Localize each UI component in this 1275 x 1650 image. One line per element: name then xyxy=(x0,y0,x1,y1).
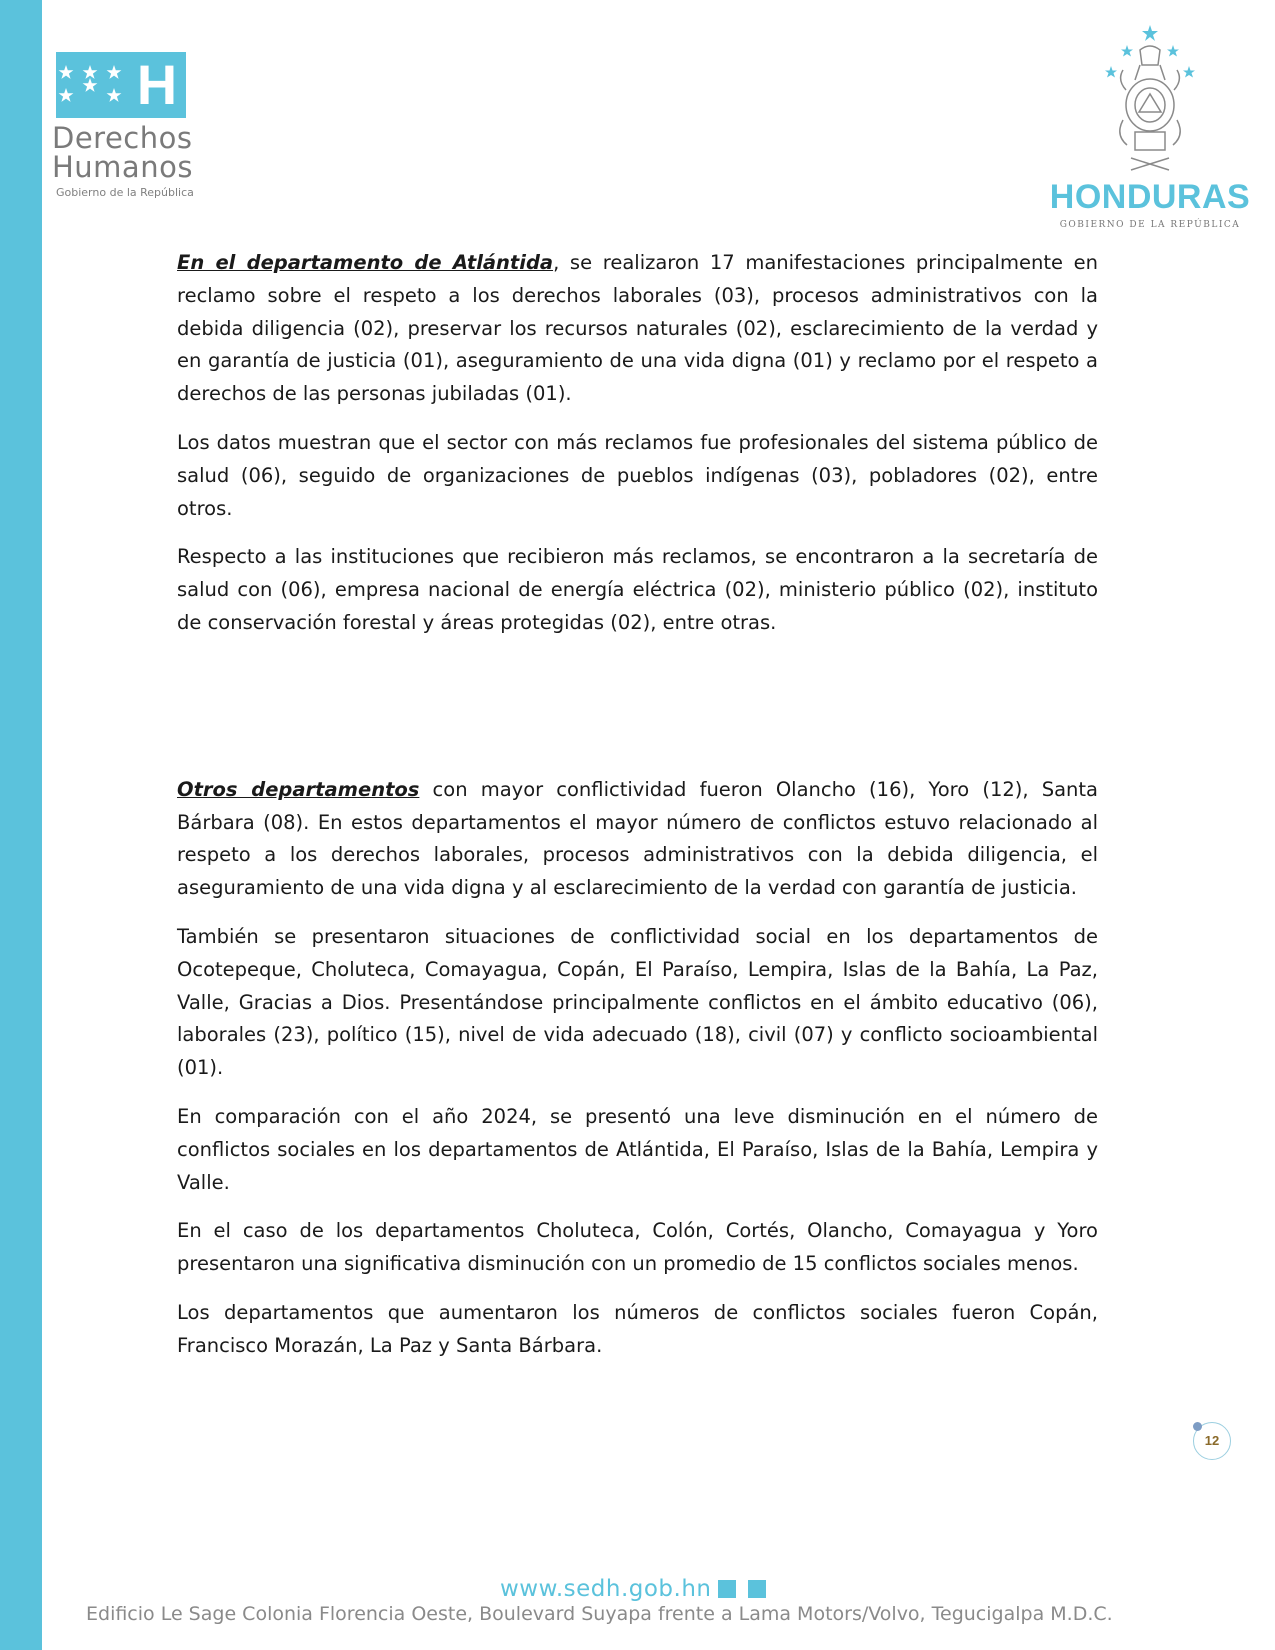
section-spacer xyxy=(177,656,1098,774)
paragraph-disminucion: En el caso de los departamentos Choluteca, Colón, Cortés, Olancho, Comayagua y Yoro presentaron una significativa disminución con un promedio de 15 conflictos sociales menos. xyxy=(177,1219,1098,1276)
document-body xyxy=(177,247,1098,1379)
atlantida-text: , se realizaron 17 manifestaciones principalmente en reclamo sobre el respeto a los derechos laborales (03), procesos administrativos con la debida diligencia (02), preservar los recursos naturales (02), esclarecimiento de la verdad y en garantía de justicia (01), aseguramiento de una vida digna (01) y reclamo por el respeto a derechos de las personas jubiladas (01). xyxy=(177,251,1098,406)
paragraph-otros-departamentos xyxy=(177,774,1098,905)
logo-subtitle: Gobierno de la República xyxy=(56,186,194,199)
paragraph-situaciones: También se presentaron situaciones de conflictividad social en los departamentos de Ocotepeque, Choluteca, Comayagua, Copán, El Paraíso, Lempira, Islas de la Bahía, La Paz, Valle, Gracias a Dios. Presentándose principalmente conflictos en el ámbito educativo (06), laborales (23), político (15), nivel de vida adecuado (18), civil (07) y conflicto socioambiental (01). xyxy=(177,924,1098,1080)
coat-of-arms-icon xyxy=(1095,20,1205,180)
footer-square-icon xyxy=(748,1580,766,1598)
footer-website[interactable]: www.sedh.gob.hn xyxy=(500,1576,712,1602)
otros-departamentos-heading: Otros departamentos xyxy=(177,777,420,801)
honduras-name: HONDURAS xyxy=(1049,178,1251,216)
logo-letter: H xyxy=(136,53,178,116)
footer-square-icon xyxy=(718,1580,736,1598)
derechos-humanos-logo xyxy=(52,52,236,202)
paragraph-instituciones: Respecto a las instituciones que recibieron más reclamos, se encontraron a la secretaría de salud con (06), empresa nacional de energía eléctrica (02), ministerio público (02), instituto de conservación forestal y áreas protegidas (02), entre otras. xyxy=(177,545,1098,634)
logo-flag-box xyxy=(56,52,186,118)
honduras-subtitle: GOBIERNO DE LA REPÚBLICA xyxy=(1059,220,1241,230)
page-number: 12 xyxy=(1193,1422,1231,1460)
otros-departamentos-text: con mayor conflictividad fueron Olancho (16), Yoro (12), Santa Bárbara (08). En estos departamentos el mayor número de conflictos estuvo relacionado al respeto a los derechos laborales, procesos administrativos con la debida diligencia, el aseguramiento de una vida digna y al esclarecimiento de la verdad con garantía de justicia. xyxy=(177,777,1098,900)
stars-icon xyxy=(56,52,136,118)
page-number-dot xyxy=(1193,1422,1202,1431)
logo-title-line2: Humanos xyxy=(52,150,193,184)
paragraph-aumento: Los departamentos que aumentaron los números de conflictos sociales fueron Copán, Francisco Morazán, La Paz y Santa Bárbara. xyxy=(177,1300,1098,1357)
logo-title xyxy=(52,121,193,184)
paragraph-comparacion: En comparación con el año 2024, se presentó una leve disminución en el número de conflictos sociales en los departamentos de Atlántida, El Paraíso, Islas de la Bahía, Lempira y Valle. xyxy=(177,1104,1098,1194)
atlantida-heading: En el departamento de Atlántida xyxy=(177,251,554,274)
honduras-logo xyxy=(1030,20,1270,235)
side-accent-bar xyxy=(0,0,42,1650)
paragraph-sectores: Los datos muestran que el sector con más reclamos fue profesionales del sistema público de salud (06), seguido de organizaciones de pueblos indígenas (03), pobladores (02), entre otros. xyxy=(177,430,1098,520)
footer-address: Edificio Le Sage Colonia Florencia Oeste, Boulevard Suyapa frente a Lama Motors/Volvo, Tegucigalpa M.D.C. xyxy=(86,1603,1113,1625)
paragraph-atlantida xyxy=(177,247,1098,411)
logo-title-line1: Derechos xyxy=(52,121,193,155)
